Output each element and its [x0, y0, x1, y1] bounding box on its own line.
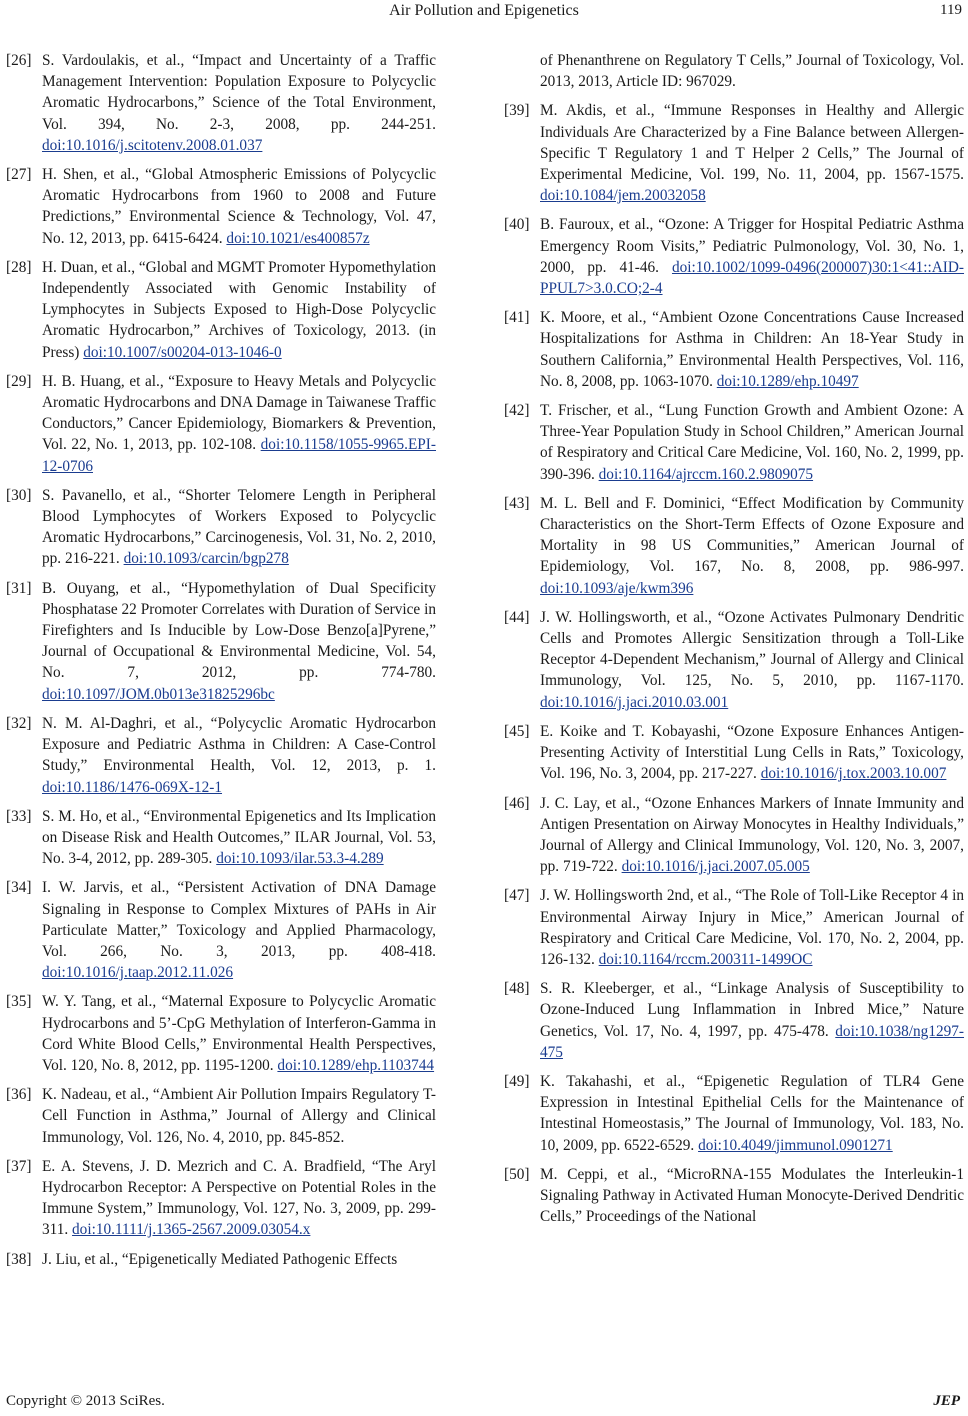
reference-text: B. Fauroux, et al., “Ozone: A Trigger for Hospital Pediatric Asthma Emergency Room Visits,” Pediatric Pulmonology, Vol. 30, No. 1, 2000, pp. 41-46. — [540, 216, 964, 276]
reference-text: K. Moore, et al., “Ambient Ozone Concentrations Cause Increased Hospitalizations for Asthma in Children: An 18-Year Study in Southern California,” Environmental Health Perspectives, Vol. 116, No. 8, 2008, pp. 1063-1070. — [540, 309, 964, 390]
reference-doi-link[interactable]: doi:10.1097/JOM.0b013e31825296bc — [42, 685, 275, 703]
reference-number: [32] — [6, 714, 32, 732]
reference-number: [42] — [504, 402, 530, 420]
reference-text: M. Akdis, et al., “Immune Responses in Healthy and Allergic Individuals Are Characterized by a Fine Balance between Allergen-Specific T Regulatory 1 and T Helper 2 Cells,” The Journal of Experimental Medicine, Vol. 199, No. 11, 2004, pp. 1567-1575. — [540, 102, 964, 184]
reference-text: K. Nadeau, et al., “Ambient Air Pollution Impairs Regulatory T-Cell Function in Asthma,” Journal of Allergy and Clinical Immunology, Vol. 126, No. 4, 2010, pp. 845-852. — [42, 1086, 436, 1146]
reference-entry — [6, 50, 436, 156]
reference-text: H. Shen, et al., “Global Atmospheric Emissions of Polycyclic Aromatic Hydrocarbons from 1960 to 2008 and Future Predictions,” Environmental Science & Technology, Vol. 47, No. 12, 2013, pp. 6415-6424. — [42, 166, 436, 247]
reference-text: of Phenanthrene on Regulatory T Cells,” Journal of Toxicology, Vol. 2013, 2013, Article ID: 967029. — [540, 52, 964, 91]
reference-entry — [504, 978, 964, 1063]
reference-entry — [504, 607, 964, 713]
reference-doi-link[interactable]: doi:10.1084/jem.20032058 — [540, 187, 706, 205]
reference-number: [34] — [6, 879, 32, 897]
reference-number: [33] — [6, 807, 32, 825]
reference-doi-link[interactable]: doi:10.1164/ajrccm.160.2.9809075 — [598, 465, 814, 483]
reference-text: J. W. Hollingsworth, et al., “Ozone Activates Pulmonary Dendritic Cells and Promotes Allergic Sensitization through a Toll-Like Receptor 4-Dependent Mechanism,” Journal of Allergy and Clinical Immunology, Vol. 125, No. 5, 2010, pp. 1167-1170. — [540, 608, 964, 690]
reference-number: [46] — [504, 794, 530, 812]
reference-number: [43] — [504, 494, 530, 512]
reference-text: H. B. Huang, et al., “Exposure to Heavy Metals and Polycyclic Aromatic Hydrocarbons and DNA Damage in Taiwanese Traffic Conductors,” Cancer Epidemiology, Biomarkers & Prevention, Vol. 22, No. 1, 2013, pp. 102-108. — [42, 372, 436, 454]
reference-text: N. M. Al-Daghri, et al., “Polycyclic Aromatic Hydrocarbon Exposure and Pediatric Asthma in Children: A Case-Control Study,” Environmental Health, Vol. 12, 2013, p. 1. — [42, 714, 436, 775]
reference-number: [37] — [6, 1157, 32, 1175]
reference-number: [30] — [6, 486, 32, 504]
reference-entry — [504, 721, 964, 785]
reference-number: [36] — [6, 1086, 32, 1104]
reference-doi-link[interactable]: doi:10.1016/j.scitotenv.2008.01.037 — [42, 136, 263, 154]
references-right-column — [504, 50, 964, 1235]
reference-doi-link[interactable]: doi:10.1289/ehp.10497 — [716, 372, 859, 390]
reference-entry — [504, 885, 964, 970]
reference-doi-link[interactable]: doi:10.1038/ng1297-475 — [540, 1022, 965, 1061]
reference-entry — [504, 100, 964, 206]
reference-text: M. Ceppi, et al., “MicroRNA-155 Modulates the Interleukin-1 Signaling Pathway in Activated Human Monocyte-Derived Dendritic Cells,” Proceedings of the National — [540, 1165, 964, 1226]
reference-doi-link[interactable]: doi:10.1289/ehp.1103744 — [277, 1056, 435, 1074]
reference-number: [49] — [504, 1072, 530, 1090]
reference-entry — [504, 307, 964, 392]
page-header-title: Air Pollution and Epigenetics — [389, 2, 579, 19]
reference-doi-link[interactable]: doi:10.1111/j.1365-2567.2009.03054.x — [72, 1221, 311, 1239]
reference-text: J. C. Lay, et al., “Ozone Enhances Markers of Innate Immunity and Antigen Presentation on Airway Monocytes in Healthy Individuals,” Journal of Allergy and Clinical Immunology, Vol. 120, No. 3, 2007, pp. 719-722. — [540, 794, 964, 876]
reference-number: [47] — [504, 887, 530, 905]
reference-number: [35] — [6, 993, 32, 1011]
reference-number: [48] — [504, 980, 530, 998]
footer-journal-abbrev: JEP — [933, 1393, 960, 1409]
reference-text: S. Vardoulakis, et al., “Impact and Uncertainty of a Traffic Management Intervention: Population Exposure to Polycyclic Aromatic Hydrocarbons,” Science of the Total Environment, Vol. 394, No. 2-3, 2008, pp. 244-251. — [42, 52, 436, 133]
references-left-column — [6, 50, 436, 1278]
reference-text: H. Duan, et al., “Global and MGMT Promoter Hypomethylation Independently Associated with Genomic Instability of Lymphocytes in Subjects Exposed to High-Dose Polycyclic Aromatic Hydrocarbon,” Archives of Toxicology, 2013. (in Press) — [42, 258, 436, 361]
reference-entry — [6, 991, 436, 1076]
reference-entry — [504, 1071, 964, 1156]
reference-number: [38] — [6, 1250, 32, 1268]
reference-entry — [504, 400, 964, 485]
reference-doi-link[interactable]: doi:10.4049/jimmunol.0901271 — [698, 1136, 893, 1154]
reference-doi-link[interactable]: doi:10.1016/j.taap.2012.11.026 — [42, 964, 234, 982]
reference-doi-link[interactable]: doi:10.1002/1099-0496(200007)30:1<41::AID-PPUL7>3.0.CO;2-4 — [540, 258, 965, 298]
reference-entry — [6, 371, 436, 477]
reference-doi-link[interactable]: doi:10.1093/aje/kwm396 — [540, 579, 694, 597]
reference-number: [40] — [504, 216, 530, 234]
reference-doi-link[interactable]: doi:10.1186/1476-069X-12-1 — [42, 778, 223, 796]
reference-number: [31] — [6, 579, 32, 597]
reference-doi-link[interactable]: doi:10.1164/rccm.200311-1499OC — [598, 950, 813, 968]
page-number: 119 — [940, 2, 962, 18]
reference-text: J. W. Hollingsworth 2nd, et al., “The Role of Toll-Like Receptor 4 in Environmental Airway Injury in Mice,” American Journal of Respiratory and Critical Care Medicine, Vol. 170, No. 2, 2004, pp. 126-132. — [540, 887, 964, 968]
reference-text: K. Takahashi, et al., “Epigenetic Regulation of TLR4 Gene Expression in Intestinal Epithelial Cells for the Maintenance of Intestinal Homeostasis,” The Journal of Immunology, Vol. 183, No. 10, 2009, pp. 6522-6529. — [540, 1072, 964, 1154]
reference-entry — [6, 485, 436, 570]
reference-entry — [504, 1164, 964, 1228]
reference-doi-link[interactable]: doi:10.1016/j.jaci.2010.03.001 — [540, 693, 729, 711]
reference-number: [29] — [6, 372, 32, 390]
reference-entry — [6, 1084, 436, 1148]
reference-entry — [6, 877, 436, 983]
footer-copyright: Copyright © 2013 SciRes. — [6, 1393, 165, 1409]
reference-number: [27] — [6, 166, 32, 184]
reference-text: B. Ouyang, et al., “Hypomethylation of Dual Specificity Phosphatase 22 Promoter Correlates with Duration of Service in Firefighters and Is Inducible by Low-Dose Benzo[a]Pyrene,” Journal of Occupational & Environmental Medicine, Vol. 54, No. 7, 2012, pp. 774-780. — [42, 579, 436, 682]
reference-text: I. W. Jarvis, et al., “Persistent Activation of DNA Damage Signaling in Response to Complex Mixtures of PAHs in Air Particulate Matter,” Toxicology and Applied Pharmacology, Vol. 266, No. 3, 2013, pp. 408-418. — [42, 879, 436, 960]
reference-doi-link[interactable]: doi:10.1158/1055-9965.EPI-12-0706 — [42, 436, 436, 475]
reference-entry — [6, 806, 436, 870]
reference-entry — [504, 214, 964, 299]
reference-number: [28] — [6, 258, 32, 276]
reference-doi-link[interactable]: doi:10.1093/carcin/bgp278 — [123, 550, 289, 568]
reference-number: [50] — [504, 1165, 530, 1183]
reference-number: [39] — [504, 102, 530, 120]
reference-number: [41] — [504, 309, 530, 327]
reference-text: J. Liu, et al., “Epigenetically Mediated Pathogenic Effects — [42, 1250, 398, 1268]
reference-text: E. Koike and T. Kobayashi, “Ozone Exposure Enhances Antigen-Presenting Activity of Interstitial Lung Cells in Rats,” Toxicology, Vol. 196, No. 3, 2004, pp. 217-227. — [540, 722, 964, 783]
reference-doi-link[interactable]: doi:10.1093/ilar.53.3-4.289 — [216, 850, 384, 868]
reference-text: M. L. Bell and F. Dominici, “Effect Modification by Community Characteristics on the Short-Term Effects of Ozone Exposure and Mortality in 98 US Communities,” American Journal of Epidemiology, Vol. 167, No. 8, 2008, pp. 986-997. — [540, 494, 964, 576]
reference-text: W. Y. Tang, et al., “Maternal Exposure to Polycyclic Aromatic Hydrocarbons and 5’-CpG Methylation of Interferon-Gamma in Cord White Blood Cells,” Environmental Health Perspectives, Vol. 120, No. 8, 2012, pp. 1195-1200. — [42, 993, 436, 1074]
reference-entry — [6, 257, 436, 363]
reference-text: S. M. Ho, et al., “Environmental Epigenetics and Its Implication on Disease Risk and Health Outcomes,” ILAR Journal, Vol. 53, No. 3-4, 2012, pp. 289-305. — [42, 807, 436, 868]
reference-doi-link[interactable]: doi:10.1007/s00204-013-1046-0 — [83, 343, 282, 361]
reference-entry — [6, 1249, 436, 1270]
reference-entry — [504, 493, 964, 599]
reference-text: T. Frischer, et al., “Lung Function Growth and Ambient Ozone: A Three-Year Population Study in School Children,” American Journal of Respiratory and Critical Care Medicine, Vol. 160, No. 2, 1999, pp. 390-396. — [540, 402, 964, 483]
reference-number: [44] — [504, 608, 530, 626]
reference-entry — [504, 793, 964, 878]
reference-doi-link[interactable]: doi:10.1016/j.tox.2003.10.007 — [760, 765, 947, 783]
reference-number: [26] — [6, 52, 32, 69]
reference-text: S. R. Kleeberger, et al., “Linkage Analysis of Susceptibility to Ozone-Induced Lung Inflammation in Inbred Mice,” Nature Genetics, Vol. 17, No. 4, 1997, pp. 475-478. — [540, 980, 964, 1040]
reference-doi-link[interactable]: doi:10.1021/es400857z — [226, 229, 370, 247]
reference-entry — [6, 713, 436, 798]
reference-entry — [504, 50, 964, 92]
reference-text: E. A. Stevens, J. D. Mezrich and C. A. Bradfield, “The Aryl Hydrocarbon Receptor: A Perspective on Potential Roles in the Immune System,” Immunology, Vol. 127, No. 3, 2009, pp. 299-311. — [42, 1157, 436, 1239]
reference-entry — [6, 1156, 436, 1241]
reference-doi-link[interactable]: doi:10.1016/j.jaci.2007.05.005 — [621, 858, 810, 876]
reference-entry — [6, 164, 436, 249]
reference-number: [45] — [504, 722, 530, 740]
reference-entry — [6, 578, 436, 705]
reference-text: S. Pavanello, et al., “Shorter Telomere Length in Peripheral Blood Lymphocytes of Workers Exposed to Polycyclic Aromatic Hydrocarbons,” Carcinogenesis, Vol. 31, No. 2, 2010, pp. 216-221. — [42, 486, 436, 568]
